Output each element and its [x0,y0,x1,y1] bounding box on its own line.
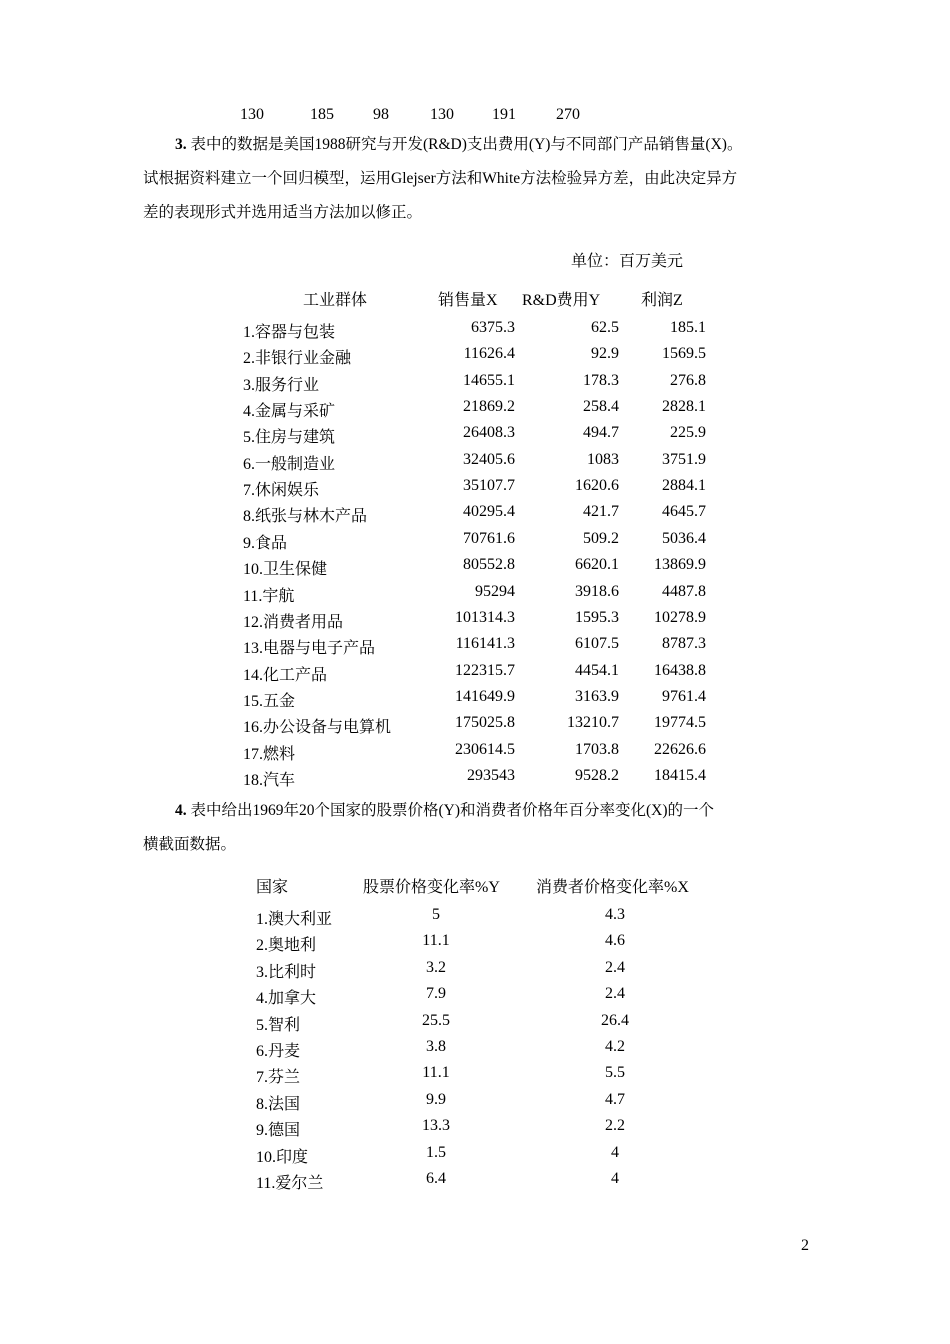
row-value: 2.4 [605,985,625,1002]
row-label: 2.非银行业金融 [243,350,352,367]
row-value: 21869.2 [463,398,515,415]
row-value: 70761.6 [463,530,515,547]
row-value: 4.7 [605,1091,625,1108]
problem3-number: 3. [175,136,187,153]
problem4-line1: 表中给出1969年20个国家的股票价格(Y)和消费者价格年百分率变化(X)的一个 [190,802,715,819]
row-value: 3.2 [426,959,446,976]
row-value: 175025.8 [455,714,515,731]
top-row-cell: 185 [310,106,334,123]
row-value: 92.9 [591,345,619,362]
row-label: 7.芬兰 [256,1069,301,1086]
problem3-unit: 单位：百万美元 [571,253,684,270]
row-label: 15.五金 [243,693,296,710]
row-value: 141649.9 [455,688,515,705]
row-value: 2884.1 [662,477,706,494]
row-value: 25.5 [422,1012,450,1029]
row-value: 178.3 [583,372,619,389]
row-label: 11.宇航 [243,588,295,605]
top-row-cell: 98 [373,106,389,123]
row-value: 2.2 [605,1117,625,1134]
row-value: 19774.5 [654,714,706,731]
problem3-line1: 表中的数据是美国1988研究与开发(R&D)支出费用(Y)与不同部门产品销售量(X)。 [190,136,743,153]
row-value: 3.8 [426,1038,446,1055]
header-cell: 销售量X [438,292,498,309]
row-value: 62.5 [591,319,619,336]
row-value: 18415.4 [654,767,706,784]
row-label: 4.加拿大 [256,990,317,1007]
row-value: 230614.5 [455,741,515,758]
row-value: 2.4 [605,959,625,976]
row-label: 2.奥地利 [256,937,317,954]
row-value: 3163.9 [575,688,619,705]
row-label: 13.电器与电子产品 [243,640,376,657]
header-cell: 工业群体 [303,292,368,309]
row-value: 6107.5 [575,635,619,652]
row-value: 32405.6 [463,451,515,468]
row-value: 13.3 [422,1117,450,1134]
row-label: 4.金属与采矿 [243,403,336,420]
row-value: 11626.4 [463,345,515,362]
row-label: 3.比利时 [256,964,317,981]
row-value: 122315.7 [455,662,515,679]
page-number: 2 [801,1237,809,1254]
row-value: 11.1 [422,1064,450,1081]
problem3-line2: 试根据资料建立一个回归模型，运用Glejser方法和White方法检验异方差，由此决定异方 [143,170,738,187]
row-value: 6375.3 [471,319,515,336]
row-value: 7.9 [426,985,446,1002]
row-value: 6620.1 [575,556,619,573]
row-value: 4 [611,1170,619,1187]
row-value: 116141.3 [455,635,515,652]
row-value: 9528.2 [575,767,619,784]
row-value: 14655.1 [463,372,515,389]
top-row-cell: 191 [492,106,516,123]
row-value: 494.7 [583,424,619,441]
row-label: 3.服务行业 [243,377,320,394]
row-value: 1083 [587,451,619,468]
row-value: 6.4 [426,1170,446,1187]
row-value: 26408.3 [463,424,515,441]
row-value: 16438.8 [654,662,706,679]
row-label: 1.容器与包装 [243,324,336,341]
row-value: 1595.3 [575,609,619,626]
row-label: 6.一般制造业 [243,456,336,473]
row-value: 2828.1 [662,398,706,415]
row-value: 293543 [467,767,515,784]
header-cell: 利润Z [641,292,683,309]
row-value: 276.8 [670,372,706,389]
row-value: 26.4 [601,1012,629,1029]
row-value: 40295.4 [463,503,515,520]
row-label: 5.住房与建筑 [243,429,336,446]
top-row-cell: 270 [556,106,580,123]
row-label: 6.丹麦 [256,1043,301,1060]
row-value: 4645.7 [662,503,706,520]
row-value: 4487.8 [662,583,706,600]
row-value: 225.9 [670,424,706,441]
problem4-text [143,794,813,862]
row-value: 4 [611,1144,619,1161]
row-value: 5036.4 [662,530,706,547]
problem3-text [143,128,813,230]
row-value: 8787.3 [662,635,706,652]
row-label: 16.办公设备与电算机 [243,719,392,736]
row-value: 10278.9 [654,609,706,626]
row-value: 1569.5 [662,345,706,362]
row-label: 5.智利 [256,1017,301,1034]
row-value: 1.5 [426,1144,446,1161]
row-value: 1620.6 [575,477,619,494]
row-value: 258.4 [583,398,619,415]
row-value: 4.6 [605,932,625,949]
row-label: 9.食品 [243,535,288,552]
row-value: 13210.7 [567,714,619,731]
row-value: 509.2 [583,530,619,547]
row-value: 4.2 [605,1038,625,1055]
row-value: 421.7 [583,503,619,520]
row-label: 17.燃料 [243,746,296,763]
header-cell: 国家 [256,879,289,896]
row-value: 1703.8 [575,741,619,758]
row-value: 9.9 [426,1091,446,1108]
row-value: 5 [432,906,440,923]
top-row-cell: 130 [430,106,454,123]
row-value: 101314.3 [455,609,515,626]
row-value: 185.1 [670,319,706,336]
row-label: 1.澳大利亚 [256,911,333,928]
header-cell: 消费者价格变化率%X [536,879,689,896]
row-value: 11.1 [422,932,450,949]
row-value: 35107.7 [463,477,515,494]
row-value: 80552.8 [463,556,515,573]
row-value: 3918.6 [575,583,619,600]
header-cell: 股票价格变化率%Y [363,879,500,896]
header-cell: R&D费用Y [522,292,601,309]
row-label: 7.休闲娱乐 [243,482,320,499]
row-value: 9761.4 [662,688,706,705]
row-value: 95294 [475,583,515,600]
problem4-line2: 横截面数据。 [143,836,237,853]
row-label: 10.印度 [256,1149,309,1166]
problem4-number: 4. [175,802,187,819]
row-label: 8.纸张与林木产品 [243,508,368,525]
row-label: 11.爱尔兰 [256,1175,324,1192]
row-label: 9.德国 [256,1122,301,1139]
row-label: 8.法国 [256,1096,301,1113]
row-value: 5.5 [605,1064,625,1081]
row-label: 12.消费者用品 [243,614,344,631]
row-label: 18.汽车 [243,772,296,789]
row-value: 3751.9 [662,451,706,468]
row-label: 10.卫生保健 [243,561,328,578]
row-value: 13869.9 [654,556,706,573]
problem3-line3: 差的表现形式并选用适当方法加以修正。 [143,204,423,221]
row-value: 4454.1 [575,662,619,679]
top-row-cell: 130 [240,106,264,123]
row-value: 4.3 [605,906,625,923]
row-value: 22626.6 [654,741,706,758]
row-label: 14.化工产品 [243,667,328,684]
